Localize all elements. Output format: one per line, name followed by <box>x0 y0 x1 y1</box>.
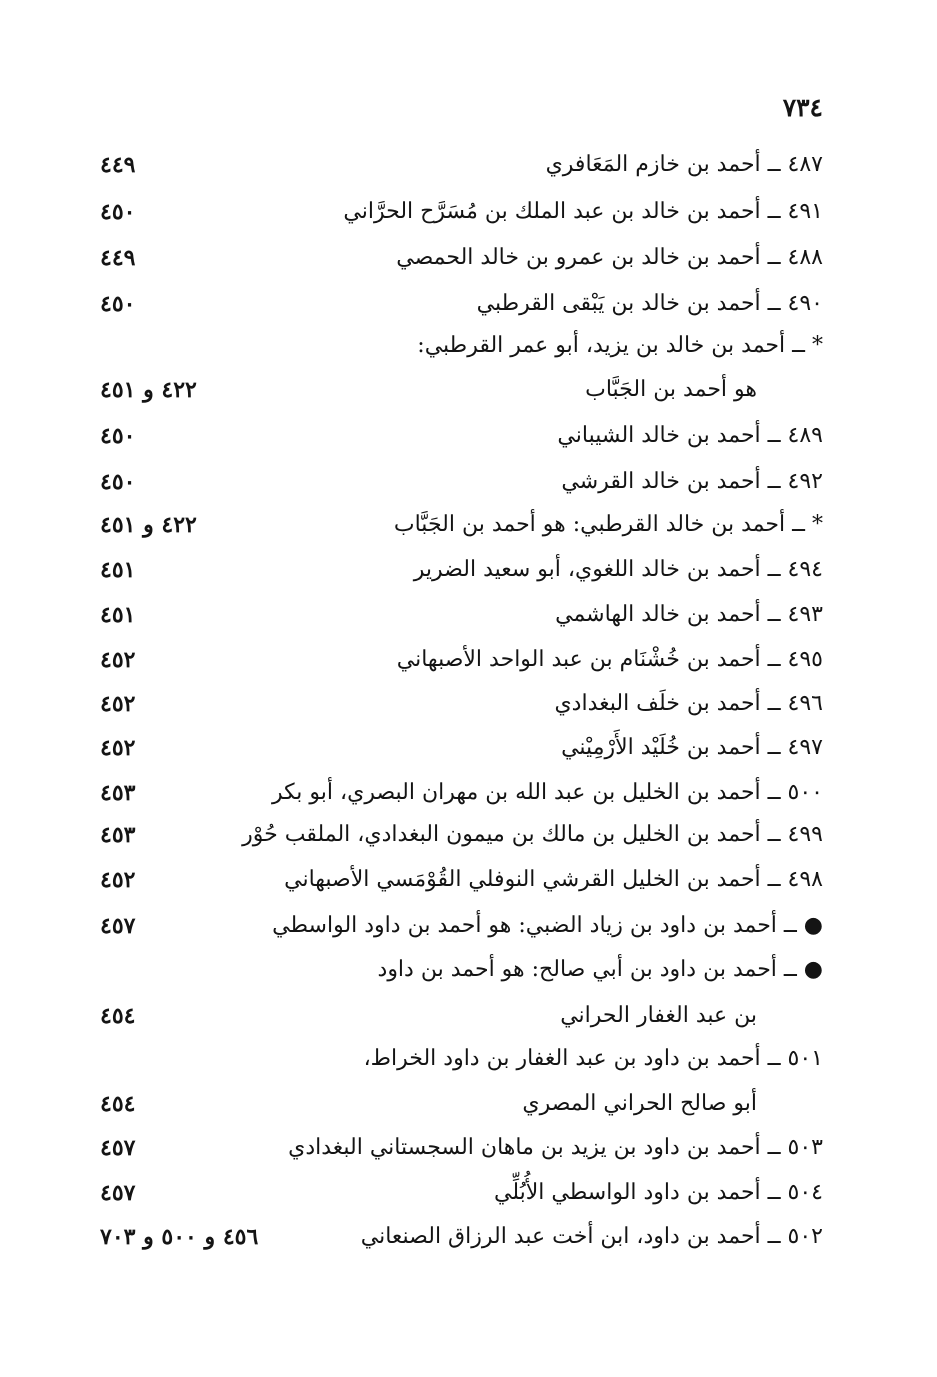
index-entry <box>0 326 937 366</box>
entry-pages: ٤٤٩ <box>100 152 136 178</box>
index-entry <box>0 950 937 990</box>
index-entry <box>0 640 937 680</box>
index-entry <box>0 815 937 855</box>
entry-pages: ٤٢٢ و ٤٥١ <box>100 377 197 403</box>
entry-pages: ٤٥٠ <box>100 199 136 225</box>
page-number: ٧٣٤ <box>782 93 823 122</box>
entry-pages: ٤٥٤ <box>100 1003 136 1029</box>
entry-pages: ٤٢٢ و ٤٥١ <box>100 512 197 538</box>
index-entry <box>0 1039 937 1079</box>
entry-text: * ــ أحمد بن خالد القرطبي: هو أحمد بن الجَبَّاب <box>393 512 823 537</box>
entry-text: ٤٩٤ ــ أحمد بن خالد اللغوي، أبو سعيد الضرير <box>413 557 823 582</box>
index-entry <box>0 728 937 768</box>
entry-text: ٤٩٧ ــ أحمد بن خُلَيْد الأَرْمِيْني <box>561 735 823 760</box>
index-entry <box>0 238 937 278</box>
index-entry <box>0 416 937 456</box>
index-entry <box>0 284 937 324</box>
entry-pages: ٤٥١ <box>100 557 136 583</box>
index-entry <box>0 505 937 545</box>
entry-pages: ٤٤٩ <box>100 245 136 271</box>
index-entry <box>0 684 937 724</box>
entry-pages: ٤٥٢ <box>100 647 136 673</box>
index-entry-continuation <box>0 370 937 410</box>
index-entry <box>0 860 937 900</box>
entry-text: ٥٠٢ ــ أحمد بن داود، ابن أخت عبد الرزاق الصنعاني <box>360 1224 823 1249</box>
entry-text: ٤٩٥ ــ أحمد بن خُشْنَام بن عبد الواحد الأصبهاني <box>396 647 823 672</box>
entry-pages: ٤٥٢ <box>100 691 136 717</box>
entry-pages: ٤٥٠ <box>100 423 136 449</box>
entry-text: ٤٩١ ــ أحمد بن خالد بن عبد الملك بن مُسَرَّح الحرَّاني <box>343 199 823 224</box>
index-entry <box>0 906 937 946</box>
index-entry <box>0 145 937 185</box>
entry-text: بن عبد الغفار الحراني <box>560 1003 757 1028</box>
index-entry <box>0 1173 937 1213</box>
entry-pages: ٤٥٠ <box>100 291 136 317</box>
entry-pages: ٤٥٢ <box>100 735 136 761</box>
index-entry <box>0 550 937 590</box>
entry-text: ٤٩٢ ــ أحمد بن خالد القرشي <box>561 469 823 494</box>
entry-pages: ٤٥٣ <box>100 822 136 848</box>
entry-pages: ٤٥٧ <box>100 1180 136 1206</box>
index-entry <box>0 1217 937 1257</box>
entry-text: ٤٩٨ ــ أحمد بن الخليل القرشي النوفلي القُوْمَسي الأصبهاني <box>284 867 823 892</box>
entry-text: ٤٩٣ ــ أحمد بن خالد الهاشمي <box>555 602 823 627</box>
entry-text: ٥٠٣ ــ أحمد بن داود بن يزيد بن ماهان السجستاني البغدادي <box>288 1135 823 1160</box>
entry-pages: ٤٥٣ <box>100 780 136 806</box>
entry-text: ٤٩٠ ــ أحمد بن خالد بن يَبْقى القرطبي <box>476 291 823 316</box>
index-entry <box>0 192 937 232</box>
entry-pages: ٤٥٢ <box>100 867 136 893</box>
index-entry-continuation <box>0 996 937 1036</box>
entry-text: ٤٨٧ ــ أحمد بن خازم المَعَافري <box>545 152 823 177</box>
entry-text: ● ــ أحمد بن داود بن أبي صالح: هو أحمد بن داود <box>377 957 823 982</box>
entry-text: ٤٨٨ ــ أحمد بن خالد بن عمرو بن خالد الحمصي <box>396 245 823 270</box>
entry-text: ٥٠١ ــ أحمد بن داود بن عبد الغفار بن داود الخراط، <box>363 1046 823 1071</box>
entry-pages: ٤٥٧ <box>100 1135 136 1161</box>
entry-text: ٥٠٤ ــ أحمد بن داود الواسطي الأُبُلِّي <box>494 1180 823 1205</box>
index-entry <box>0 595 937 635</box>
entry-pages: ٤٥٤ <box>100 1091 136 1117</box>
index-entry-continuation <box>0 1084 937 1124</box>
entry-text: * ــ أحمد بن خالد بن يزيد، أبو عمر القرطبي: <box>417 333 823 358</box>
entry-text: أبو صالح الحراني المصري <box>522 1091 757 1116</box>
entry-pages: ٤٥١ <box>100 602 136 628</box>
index-entry <box>0 462 937 502</box>
entry-pages: ٤٥٦ و ٥٠٠ و ٧٠٣ <box>100 1224 259 1250</box>
entry-text: ٤٨٩ ــ أحمد بن خالد الشيباني <box>557 423 823 448</box>
entry-text: هو أحمد بن الجَبَّاب <box>585 377 757 402</box>
index-entry <box>0 773 937 813</box>
index-entry <box>0 1128 937 1168</box>
entry-pages: ٤٥٠ <box>100 469 136 495</box>
entry-text: ٤٩٩ ــ أحمد بن الخليل بن مالك بن ميمون البغدادي، الملقب حُوْر <box>242 822 823 847</box>
entry-text: ٤٩٦ ــ أحمد بن خلَف البغدادي <box>554 691 823 716</box>
entry-text: ٥٠٠ ــ أحمد بن الخليل بن عبد الله بن مهران البصري، أبو بكر <box>272 780 823 805</box>
entry-pages: ٤٥٧ <box>100 913 136 939</box>
entry-text: ● ــ أحمد بن داود بن زياد الضبي: هو أحمد بن داود الواسطي <box>272 913 823 938</box>
